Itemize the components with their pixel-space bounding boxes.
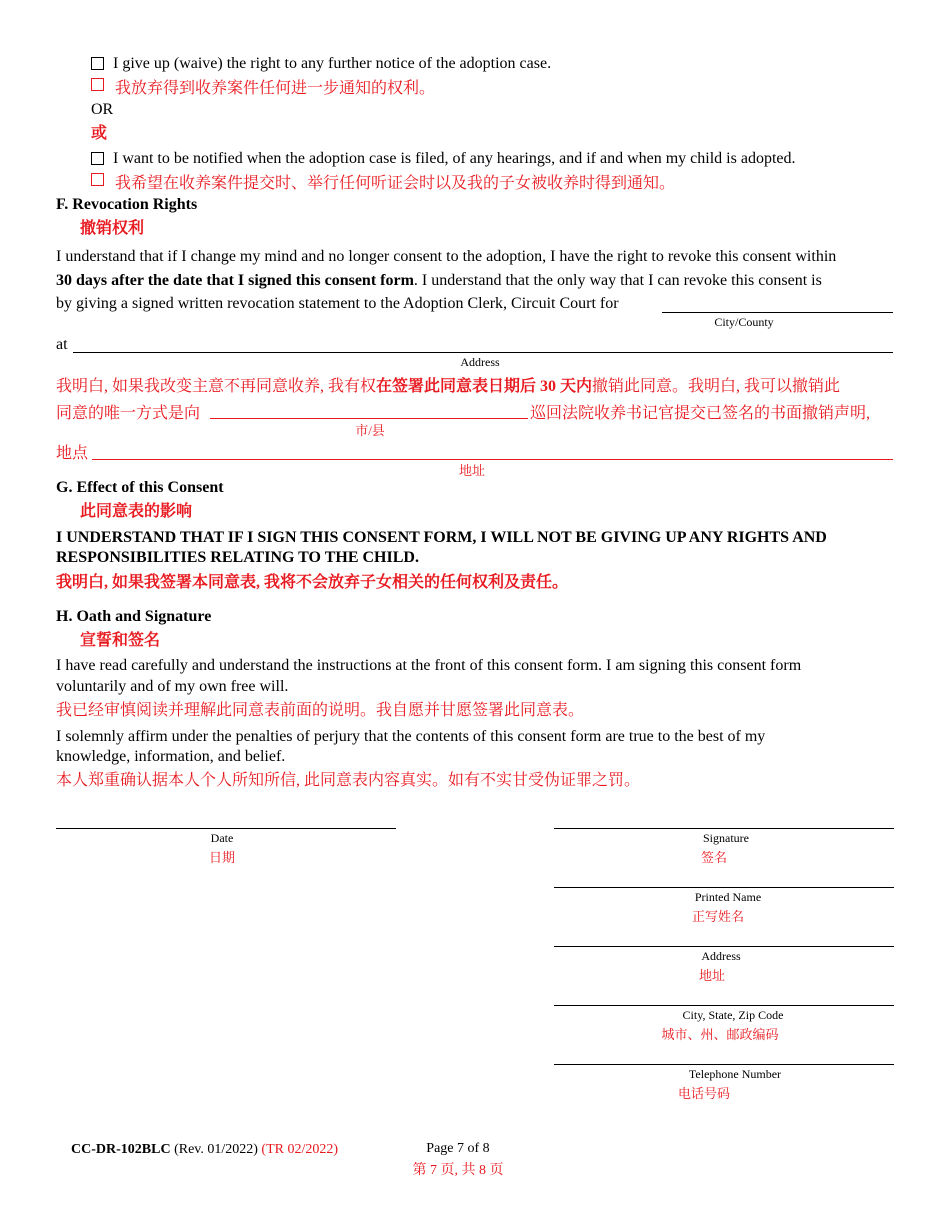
court-address-field[interactable]: [73, 352, 893, 353]
city-state-zip-caption-zh: 城市、州、邮政编码: [661, 1027, 779, 1042]
waive-notice-checkbox-zh[interactable]: [91, 78, 104, 91]
revocation-text-zh-1b: 撤销此同意。我明白, 我可以撤销此: [592, 378, 841, 395]
telephone-caption: Telephone Number: [688, 1067, 782, 1081]
revocation-30-days-zh: 在签署此同意表日期后 30 天内: [376, 378, 593, 395]
revocation-text-line3: by giving a signed written revocation statement to the Adoption Clerk, Circuit Court for: [56, 295, 619, 312]
city-county-field-zh[interactable]: [210, 418, 528, 419]
or-label-zh: 或: [91, 125, 108, 142]
or-label-en: OR: [91, 101, 114, 118]
effect-statement-line1: I UNDERSTAND THAT IF I SIGN THIS CONSENT FORM, I WILL NOT BE GIVING UP ANY RIGHTS AND: [56, 529, 827, 546]
revocation-text-zh-line1: [56, 373, 840, 396]
city-county-caption: City/County: [714, 315, 774, 329]
at-label: at: [56, 336, 68, 353]
city-county-caption-zh: 市/县: [355, 423, 385, 438]
city-state-zip-field[interactable]: [554, 1005, 894, 1006]
date-caption: Date: [210, 831, 234, 845]
notify-checkbox-zh[interactable]: [91, 173, 104, 186]
notify-label-en: I want to be notified when the adoption case is filed, of any hearings, and if and when my child is adopted.: [113, 150, 796, 167]
telephone-caption-zh: 电话号码: [677, 1086, 730, 1101]
section-h-heading-zh: 宣誓和签名: [80, 632, 161, 649]
telephone-field[interactable]: [554, 1064, 894, 1065]
oath-paragraph1-zh: 我已经审慎阅读并理解此同意表前面的说明。我自愿并甘愿签署此同意表。: [56, 702, 585, 719]
signature-caption-zh: 签名: [700, 850, 727, 865]
page-number-zh: 第 7 页, 共 8 页: [412, 1163, 504, 1178]
revocation-text-zh-line2a: 同意的唯一方式是向: [56, 405, 201, 422]
court-address-caption-zh: 地址: [458, 463, 485, 478]
effect-statement-line2: RESPONSIBILITIES RELATING TO THE CHILD.: [56, 549, 419, 566]
revocation-text-zh-line2b: 巡回法院收养书记官提交已签名的书面撤销声明,: [530, 405, 871, 422]
oath-paragraph1-line2: voluntarily and of my own free will.: [56, 678, 289, 695]
oath-paragraph1-line1: I have read carefully and understand the instructions at the front of this consent form. I am signing this consent form: [56, 657, 802, 674]
effect-statement-zh: 我明白, 如果我签署本同意表, 我将不会放弃子女相关的任何权利及责任。: [56, 574, 569, 591]
waive-notice-checkbox[interactable]: [91, 57, 104, 70]
waive-notice-label-zh: 我放弃得到收养案件任何进一步通知的权利。: [115, 80, 436, 97]
address-caption: Address: [701, 949, 741, 963]
notify-label-zh: 我希望在收养案件提交时、举行任何听证会时以及我的子女被收养时得到通知。: [115, 175, 676, 192]
address-field[interactable]: [554, 946, 894, 947]
oath-paragraph2-line1: I solemnly affirm under the penalties of perjury that the contents of this consent form are true to the best of my: [56, 728, 766, 745]
oath-paragraph2-line2: knowledge, information, and belief.: [56, 748, 286, 765]
form-id: CC-DR-102BLC: [71, 1142, 171, 1157]
location-label-zh: 地点: [56, 445, 89, 462]
translation-revision: (TR 02/2022): [261, 1142, 339, 1157]
printed-name-caption: Printed Name: [694, 890, 762, 904]
form-revision: (Rev. 01/2022): [174, 1142, 258, 1157]
revocation-text-zh-1a: 我明白, 如果我改变主意不再同意收养, 我有权: [56, 378, 377, 395]
signature-caption: Signature: [703, 831, 749, 845]
city-state-zip-caption: City, State, Zip Code: [682, 1008, 784, 1022]
section-f-heading: F. Revocation Rights: [56, 196, 198, 213]
section-g-heading: G. Effect of this Consent: [56, 479, 224, 496]
court-address-caption: Address: [460, 355, 500, 369]
section-h-heading: H. Oath and Signature: [56, 608, 212, 625]
printed-name-field[interactable]: [554, 887, 894, 888]
revocation-text-line2-rest: . I understand that the only way that I can revoke this consent is: [413, 272, 822, 289]
signature-field[interactable]: [554, 828, 894, 829]
form-footer: [71, 1142, 338, 1158]
revocation-text-line2: [56, 272, 822, 290]
notify-checkbox[interactable]: [91, 152, 104, 165]
revocation-30-days: 30 days after the date that I signed this consent form: [56, 272, 414, 289]
section-f-heading-zh: 撤销权利: [80, 220, 145, 237]
page-number: Page 7 of 8: [426, 1141, 490, 1156]
address-caption-zh: 地址: [698, 968, 725, 983]
printed-name-caption-zh: 正写姓名: [691, 909, 744, 924]
revocation-text-line1: I understand that if I change my mind and no longer consent to the adoption, I have the right to revoke this consent within: [56, 248, 837, 265]
date-caption-zh: 日期: [208, 850, 235, 865]
oath-paragraph2-zh: 本人郑重确认据本人个人所知所信, 此同意表内容真实。如有不实甘受伪证罪之罚。: [56, 772, 641, 789]
section-g-heading-zh: 此同意表的影响: [80, 503, 193, 520]
city-county-field[interactable]: [662, 312, 893, 313]
date-field[interactable]: [56, 828, 396, 829]
waive-notice-label-en: I give up (waive) the right to any further notice of the adoption case.: [113, 55, 552, 72]
